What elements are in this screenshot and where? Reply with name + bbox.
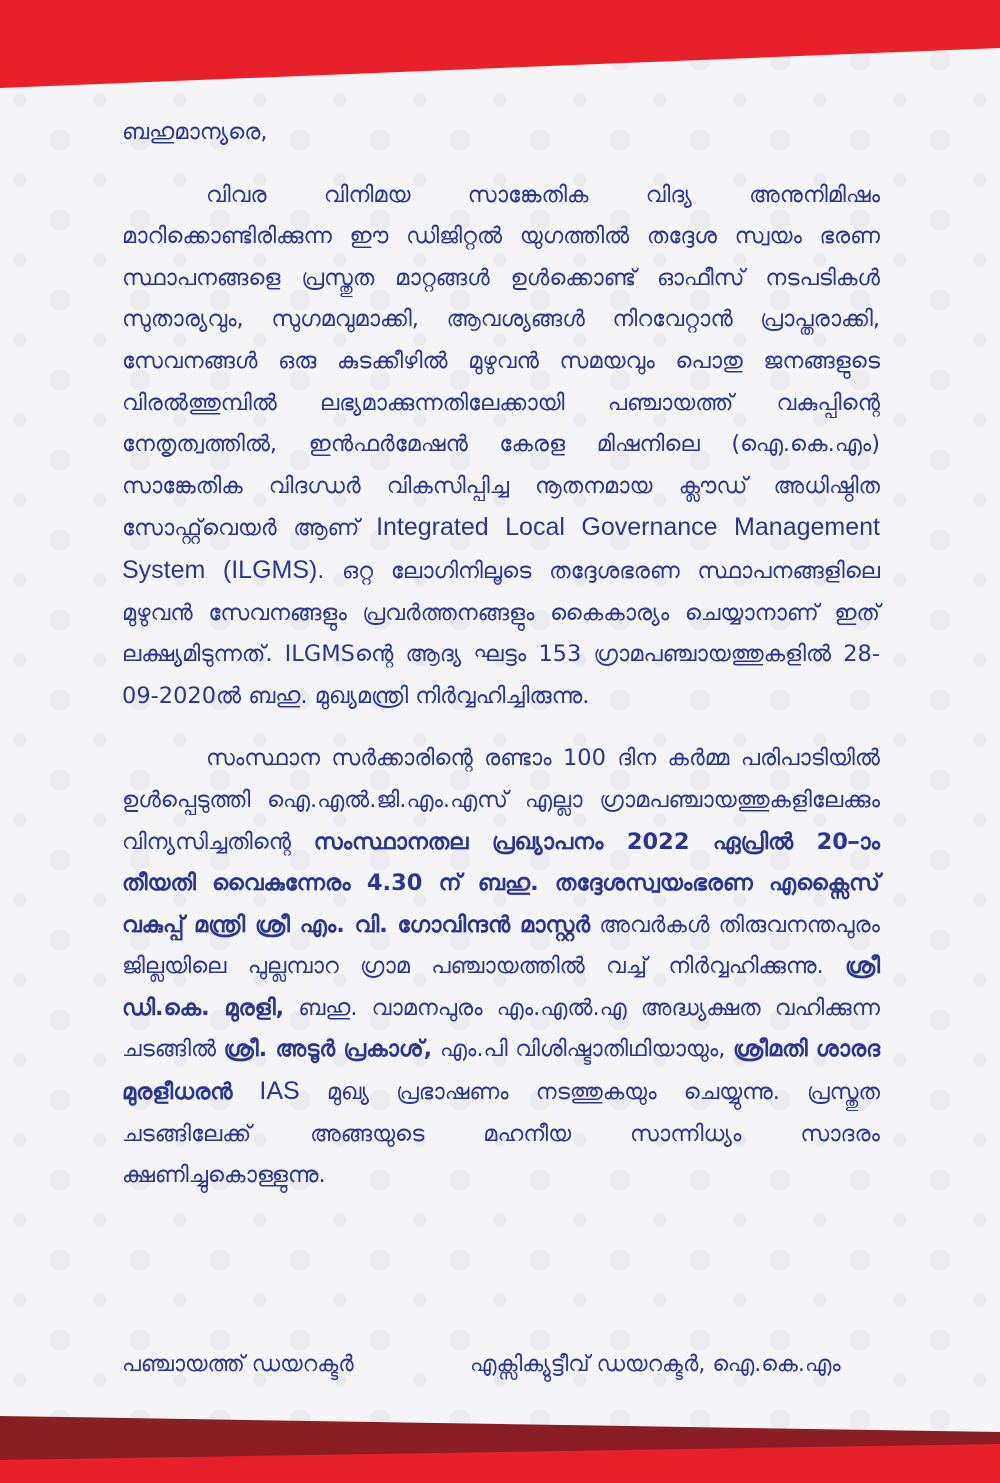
top-red-band <box>0 0 1000 110</box>
announcement-highlight: സംസ്ഥാനതല പ്രഖ്യാപനം 2022 ഏപ്രിൽ 20–ാം തീയതി വൈകുന്നേരം 4.30 ന് ബഹു. തദ്ദേശസ്വയംഭരണ എക്സൈസ് വകുപ്പ് മന്ത്രി ശ്രീ എം. വി. ഗോവിന്ദൻ മാസ്റ്റർ <box>122 828 880 938</box>
paragraph-1-text-b: ഒറ്റ ലോഗിനിലൂടെ തദ്ദേശഭരണ സ്ഥാപനങ്ങളിലെ മുഴുവൻ സേവനങ്ങളും പ്രവർത്തനങ്ങളും കൈകാര്യം ചെയ്യാനാണ് ഇത് ലക്ഷ്യമിടുന്നത്. ILGMSന്റെ ആദ്യ ഘട്ടം 153 ഗ്രാമപഞ്ചായത്തുകളിൽ 28-09-2020ൽ ബഹു. മുഖ്യമന്ത്രി നിർവ്വഹിച്ചിരുന്നു. <box>122 557 881 709</box>
salutation: ബഹുമാന്യരെ, <box>122 119 268 145</box>
signature-panchayat-director: പഞ്ചായത്ത് ഡയറക്ടർ <box>122 1352 354 1377</box>
signature-executive-director: എക്സിക്യുട്ടീവ് ഡയറക്ടർ, ഐ.കെ.എം <box>470 1352 841 1377</box>
letter-body <box>122 112 880 1197</box>
paragraph-2-text-b: അവർകൾ തിരുവനന്തപുരം ജില്ലയിലെ പുല്ലമ്പാറ ഗ്രാമ പഞ്ചായത്തിൽ വച്ച് നിർവ്വഹിക്കുന്നു. <box>122 911 880 980</box>
ilgms-full-name: Integrated Local Governance Management System (ILGMS). <box>122 513 880 584</box>
mla-name: ശ്രീ ഡി.കെ. മുരളി, <box>122 953 880 1021</box>
paragraph-2-text-c: ബഹു. വാമനപുരം എം.എൽ.എ അദ്ധ്യക്ഷത വഹിക്കുന്ന ചടങ്ങിൽ <box>122 994 880 1063</box>
mp-name: ശ്രീ. അടൂർ പ്രകാശ്, <box>223 1036 433 1063</box>
bottom-red-band <box>0 1400 1000 1483</box>
ias-label: IAS <box>232 1077 300 1106</box>
paragraph-2-text-e: മുഖ്യ പ്രഭാഷണം നടത്തുകയും ചെയ്യുന്നു. പ്രസ്തുത ചടങ്ങിലേക്ക് അങ്ങയുടെ മഹനീയ സാന്നിധ്യം സാദരം ക്ഷണിച്ചുകൊള്ളുന്നു. <box>122 1079 880 1189</box>
paragraph-2-text-a: സംസ്ഥാന സർക്കാരിന്റെ രണ്ടാം 100 ദിന കർമ്മ പരിപാടിയിൽ ഉൾപ്പെടുത്തി ഐ.എൽ.ജി.എം.എസ് എല്ലാ ഗ്രാമപഞ്ചായത്തുകളിലേക്കും വിന്യസിച്ചതിന്റെ <box>122 745 880 855</box>
paragraph-2-text-d: എം.പി വിശിഷ്ടാതിഥിയായും, <box>432 1036 734 1063</box>
speaker-name: ശ്രീമതി ശാരദ മുരളീധരൻ <box>122 1036 880 1106</box>
paragraph-2 <box>122 738 880 1197</box>
paragraph-1-text-a: വിവര വിനിമയ സാങ്കേതിക വിദ്യ അനുനിമിഷം മാറിക്കൊണ്ടിരിക്കുന്ന ഈ ഡിജിറ്റൽ യുഗത്തിൽ തദ്ദേശ സ്വയം ഭരണ സ്ഥാപനങ്ങളെ പ്രസ്തുത മാറ്റങ്ങൾ ഉൾക്കൊണ്ട് ഓഫീസ് നടപടികൾ സുതാര്യവും, സുഗമവുമാക്കി, ആവശ്യങ്ങൾ നിറവേറ്റാൻ പ്രാപ്തരാക്കി, സേവനങ്ങൾ ഒരു കുടക്കീഴിൽ മുഴുവൻ സമയവും പൊതു ജനങ്ങളുടെ വിരൽത്തുമ്പിൽ ലഭ്യമാക്കുന്നതിലേക്കായി പഞ്ചായത്ത് വകുപ്പിന്റെ നേതൃത്വത്തിൽ, ഇൻഫർമേഷൻ കേരള മിഷനിലെ (ഐ.കെ.എം) സാങ്കേതിക വിദഗ്ധർ വികസിപ്പിച്ച നൂതനമായ ക്ലൗഡ് അധിഷ്ഠിത സോഫ്റ്റ്‌വെയർ ആണ് <box>122 181 880 542</box>
paragraph-1 <box>122 175 880 718</box>
